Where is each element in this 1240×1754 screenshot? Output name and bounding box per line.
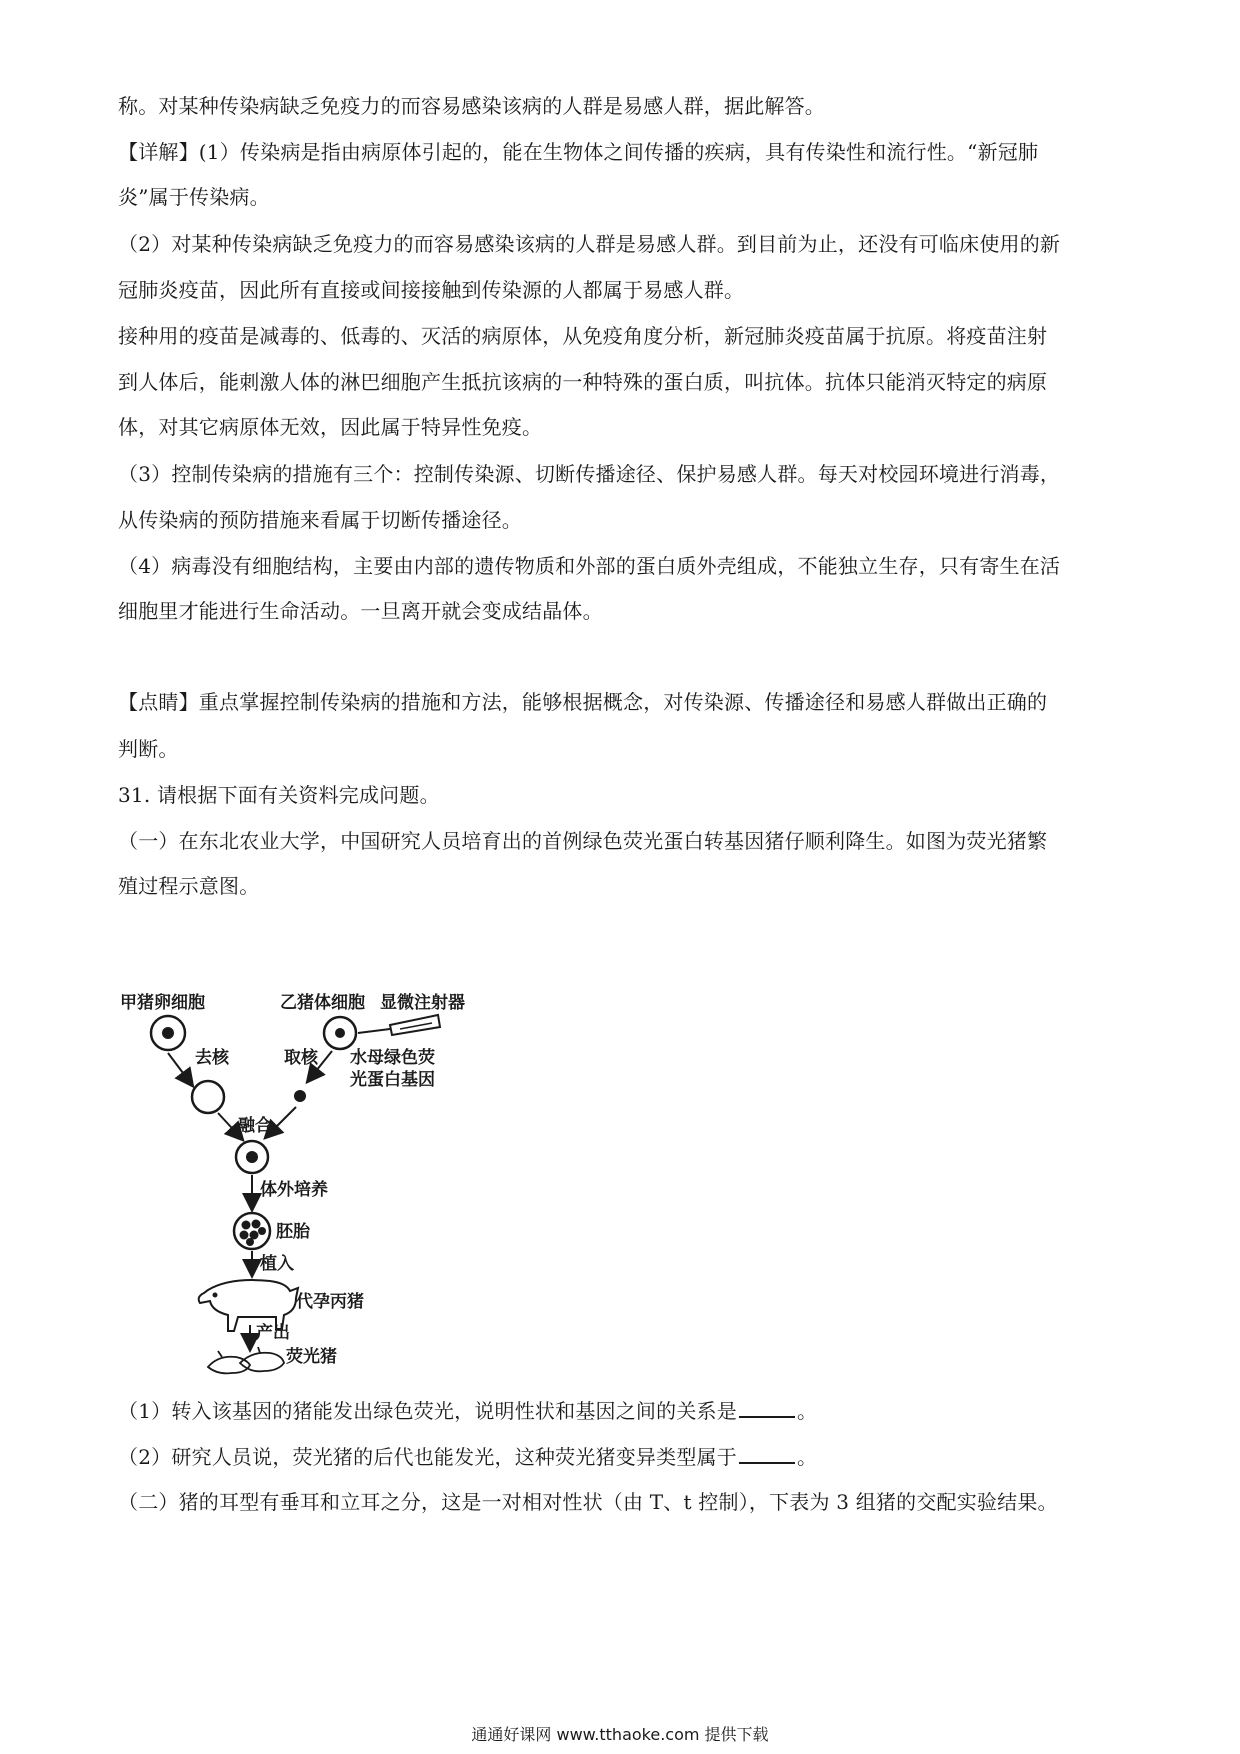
micro-injector-icon <box>358 1015 440 1035</box>
label-qu-he-2: 取核 <box>284 1048 318 1068</box>
text-line: 【点睛】重点掌握控制传染病的措施和方法，能够根据概念，对传染源、传播途径和易感人群做出正确的 <box>118 690 1048 714</box>
nucleus-icon <box>294 1090 306 1102</box>
fused-cell-icon <box>236 1141 268 1173</box>
text-line: 从传染病的预防措施来看属于切断传播途径。 <box>118 508 522 532</box>
text-line: 到人体后，能刺激人体的淋巴细胞产生抵抗该病的一种特殊的蛋白质，叫抗体。抗体只能消灭特定的病原 <box>118 370 1048 394</box>
question-1-text: （1）转入该基因的猪能发出绿色荧光，说明性状和基因之间的关系是 <box>118 1399 737 1423</box>
label-qu-he: 去核 <box>195 1048 229 1068</box>
text-line: 炎”属于传染病。 <box>118 185 270 209</box>
question-1-period: 。 <box>796 1399 818 1423</box>
section-2-text: （二）猪的耳型有垂耳和立耳之分，这是一对相对性状（由 T、t 控制），下表为 3 组猪的交配实验结果。 <box>118 1490 1058 1514</box>
label-bing: 代孕丙猪 <box>296 1292 364 1312</box>
enucleated-egg-icon <box>192 1081 224 1113</box>
text-line: 殖过程示意图。 <box>118 874 260 898</box>
answer-blank-2[interactable] <box>739 1442 795 1464</box>
embryo-icon <box>234 1213 270 1249</box>
text-line: （4）病毒没有细胞结构，主要由内部的遗传物质和外部的蛋白质外壳组成，不能独立生存，只有寄生在活 <box>118 554 1061 578</box>
text-line: 冠肺炎疫苗，因此所有直接或间接接触到传染源的人都属于易感人群。 <box>118 278 745 302</box>
label-gene-1: 水母绿色荧 <box>350 1048 435 1068</box>
text-line: 接种用的疫苗是减毒的、低毒的、灭活的病原体，从免疫角度分析，新冠肺炎疫苗属于抗原。将疫苗注射 <box>118 324 1048 348</box>
label-yi: 乙猪体细胞 <box>280 993 365 1013</box>
label-yingguang: 荧光猪 <box>286 1347 337 1367</box>
text-line: （3）控制传染病的措施有三个：控制传染源、切断传播途径、保护易感人群。每天对校园环境进行消毒， <box>118 462 1061 486</box>
text-line: （2）对某种传染病缺乏免疫力的而容易感染该病的人群是易感人群。到目前为止，还没有可临床使用的新 <box>118 232 1061 256</box>
egg-cell-icon <box>151 1016 185 1050</box>
answer-blank-1[interactable] <box>739 1396 795 1418</box>
text-line: 【详解】(1）传染病是指由病原体引起的，能在生物体之间传播的疾病，具有传染性和流行性。“新冠肺 <box>118 140 1039 164</box>
fluorescent-piglets-icon <box>208 1347 284 1373</box>
question-heading: 31. 请根据下面有关资料完成问题。 <box>118 783 440 807</box>
body-cell-icon <box>324 1017 356 1049</box>
question-2-period: 。 <box>796 1445 818 1469</box>
question-1 <box>118 1396 1128 1425</box>
label-peitai: 胚胎 <box>276 1222 310 1242</box>
label-zhiru: 植入 <box>260 1254 294 1274</box>
text-line: 体，对其它病原体无效，因此属于特异性免疫。 <box>118 415 543 439</box>
question-2-text: （2）研究人员说，荧光猪的后代也能发光，这种荧光猪变异类型属于 <box>118 1445 737 1469</box>
label-injector: 显微注射器 <box>380 993 465 1013</box>
label-ronghe: 融合 <box>238 1116 272 1136</box>
text-line: 细胞里才能进行生命活动。一旦离开就会变成结晶体。 <box>118 599 603 623</box>
page-footer: 通通好课网 www.tthaoke.com 提供下载 <box>471 1725 769 1744</box>
text-line: （一）在东北农业大学，中国研究人员培育出的首例绿色荧光蛋白转基因猪仔顺利降生。如图为荧光猪繁 <box>118 829 1048 853</box>
text-line: 判断。 <box>118 737 179 761</box>
fluorescent-pig-diagram <box>100 985 520 1380</box>
label-chanchu: 产出 <box>256 1323 290 1343</box>
label-gene-2: 光蛋白基因 <box>350 1070 435 1090</box>
question-2 <box>118 1442 1128 1471</box>
text-line: 称。对某种传染病缺乏免疫力的而容易感染该病的人群是易感人群，据此解答。 <box>118 94 825 118</box>
label-tiwai: 体外培养 <box>260 1180 328 1200</box>
label-jia: 甲猪卵细胞 <box>120 993 205 1013</box>
